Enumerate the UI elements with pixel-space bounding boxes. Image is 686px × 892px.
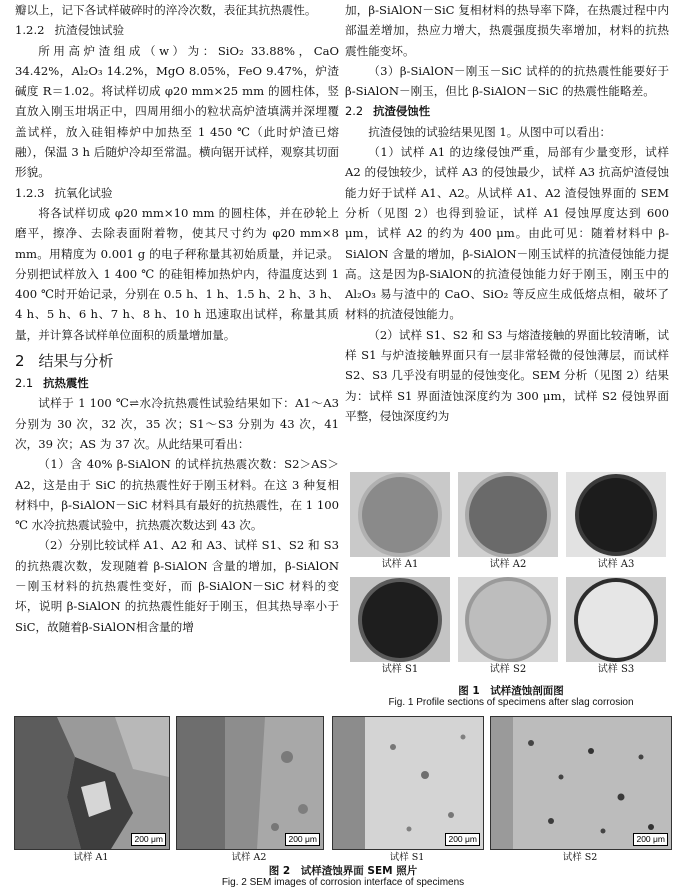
section-2-1-heading: 2.1 抗热震性 — [15, 376, 89, 391]
figure-2-scale-bar-s1: 200 μm — [445, 833, 480, 846]
figure-2-scale-bar-a1: 200 μm — [131, 833, 166, 846]
right-column — [345, 0, 669, 426]
paragraph-slag-test: 所用高炉渣组成（w）为：SiO₂ 33.88%，CaO 34.42%，Al₂O₃ 14.2%，MgO 8.05%，FeO 9.47%，炉渣碱度 R＝1.02。将试样切成 φ20 mm×25 mm 的圆柱体，竖直放入刚玉坩埚正中，四周用细小的粒状高炉渣填满并深埋覆盖试样，放入硅钼棒炉中加热至 1 450 ℃（此时炉渣已熔融），保温 3 h 后随炉冷却至常温。横向锯开试样，观察其切面形貌。 — [15, 43, 339, 180]
figure-2-label-a2: 试样 A2 — [231, 852, 267, 863]
section-1-2-3-heading: 1.2.3 抗氧化试验 — [15, 185, 113, 200]
figure-1-photo-a1 — [350, 472, 450, 557]
figure-2-caption-cn: 图 2 试样渣蚀界面 SEM 照片 — [268, 865, 418, 877]
figure-2-scale-bar-s2: 200 μm — [633, 833, 668, 846]
paragraph-continuation: 瓣以上，记下各试样破碎时的淬冷次数，表征其抗热震性。 — [15, 3, 317, 17]
figure-1-label-a3: 试样 A3 — [597, 559, 635, 570]
paragraph-thermal-shock-point-3: （3）β-SiAlON－刚玉－SiC 试样的的抗热震性能要好于 β-SiAlON－刚玉，但比 β-SiAlON－SiC 的热震性能略差。 — [345, 63, 669, 99]
figure-1-label-a1: 试样 A1 — [381, 559, 419, 570]
paragraph-thermal-shock-point-2: （2）分别比较试样 A1、A2 和 A3、试样 S1、S2 和 S3 的抗热震次数，发现随着 β-SiAlON 含量的增加，β-SiAlON－刚玉材料的抗热震性变好，而 β-SiAlON－SiC 材料的变坏，说明 β-SiAlON 的抗热震性能好于刚玉，但其热导率小于SiC，故随着β-SiAlON相含量的增 — [15, 538, 339, 634]
section-2-2-heading: 2.2 抗渣侵蚀性 — [345, 104, 431, 119]
figure-2-sem-s2 — [490, 716, 672, 850]
figure-2-label-s2: 试样 S2 — [562, 852, 598, 863]
figure-1-caption-cn: 图 1 试样渣蚀剖面图 — [458, 685, 564, 697]
section-2-heading: 2 结果与分析 — [15, 352, 114, 371]
figure-2-scale-bar-a2: 200 μm — [285, 833, 320, 846]
paragraph-continuation: 加，β-SiAlON－SiC 复相材料的热导率下降，在热震过程中内部温差增加，热应力增大，热震强度损失率增加，材料的抗热震性能变坏。 — [345, 3, 669, 58]
figure-1-photo-s2 — [458, 577, 558, 662]
figure-2-label-a1: 试样 A1 — [73, 852, 109, 863]
paragraph-slag-intro: 抗渣侵蚀的试验结果见图 1。从图中可以看出： — [368, 124, 612, 139]
paragraph-thermal-shock-results: 试样于 1 100 ℃⇌水冷抗热震性试验结果如下：A1～A3 分别为 30 次，32 次，35 次；S1～S3 分别为 43 次，41 次，39 次；AS 为 37 次。从此结果可看出： — [15, 396, 339, 451]
paragraph-slag-point-2: （2）试样 S1、S2 和 S3 与熔渣接触的界面比较清晰，试样 S1 与炉渣接触界面只有一层非常轻微的侵蚀薄层，而试样 S2、S3 几乎没有明显的侵蚀变化。SEM 分析（见图 2）结果为：试样 S1 界面渣蚀深度约为 300 μm，试样 S2 侵蚀界面平整，侵蚀深度约为 — [345, 327, 669, 423]
figure-1-photo-s1 — [350, 577, 450, 662]
figure-2-sem-s1 — [332, 716, 484, 850]
left-column — [15, 0, 339, 637]
figure-1-label-a2: 试样 A2 — [489, 559, 527, 570]
figure-1-caption-en: Fig. 1 Profile sections of specimens after slag corrosion — [388, 697, 634, 708]
paragraph-oxidation-test: 将各试样切成 φ20 mm×10 mm 的圆柱体，并在砂轮上磨平，擦净、去除表面附着物，使其尺寸约为 φ20 mm×8 mm。用精度为 0.001 g 的电子秤称量其初始质量，并记录。分别把试样放入 1 400 ℃ 的硅钼棒加热炉内，待温度达到 1 400 ℃时开始记录，分别在 0.5 h、1 h、1.5 h、2 h、3 h、4 h、5 h、6 h、7 h、8 h、10 h 迅速取出试样，称量其质量，并计算各试样单位面积的质量增加量。 — [15, 205, 339, 342]
figure-2-label-s1: 试样 S1 — [389, 852, 425, 863]
figure-1-label-s3: 试样 S3 — [597, 664, 635, 675]
figure-1-photo-s3 — [566, 577, 666, 662]
section-1-2-2-heading: 1.2.2 抗渣侵蚀试验 — [15, 23, 125, 38]
figure-1 — [346, 472, 676, 708]
figure-1-label-s1: 试样 S1 — [381, 664, 419, 675]
figure-2-sem-a1 — [14, 716, 170, 850]
figure-2-caption-en: Fig. 2 SEM images of corrosion interface of specimens — [221, 877, 465, 888]
figure-1-photo-a3 — [566, 472, 666, 557]
figure-1-photo-a2 — [458, 472, 558, 557]
paragraph-slag-point-1: （1）试样 A1 的边缘侵蚀严重，局部有少量变形，试样 A2 的侵蚀较少，试样 A3 的侵蚀最少，试样 A3 抗高炉渣侵蚀能力好于试样 A1、A2。从试样 A1、A2 渣侵蚀界面的 SEM 分析（见图 2）也得到验证，试样 A1 侵蚀厚度达到 600 μm，试样 A2 的约为 400 μm。由此可见：随着材料中 β-SiAlON 含量的增加，β-SiAlON－刚玉试样的抗渣侵蚀能力提高。这是因为β-SiAlON的抗渣侵蚀能力好于刚玉，刚玉中的 Al₂O₃ 易与渣中的 CaO、SiO₂ 等反应生成低熔点相，破坏了材料的抗渣侵蚀能力。 — [345, 145, 669, 322]
figure-1-label-s2: 试样 S2 — [489, 664, 527, 675]
paragraph-thermal-shock-point-1: （1）含 40% β-SiAlON 的试样抗热震次数：S2＞AS＞A2，这是由于 SiC 的抗热震性好于刚玉材料。在这 3 种复相材料中，β-SiAlON－SiC 材料具有最好的抗热震性，在 1 100 ℃ 水冷抗热震试验中，抗热震次数达到 43 次。 — [15, 457, 339, 533]
figure-2-sem-a2 — [176, 716, 324, 850]
